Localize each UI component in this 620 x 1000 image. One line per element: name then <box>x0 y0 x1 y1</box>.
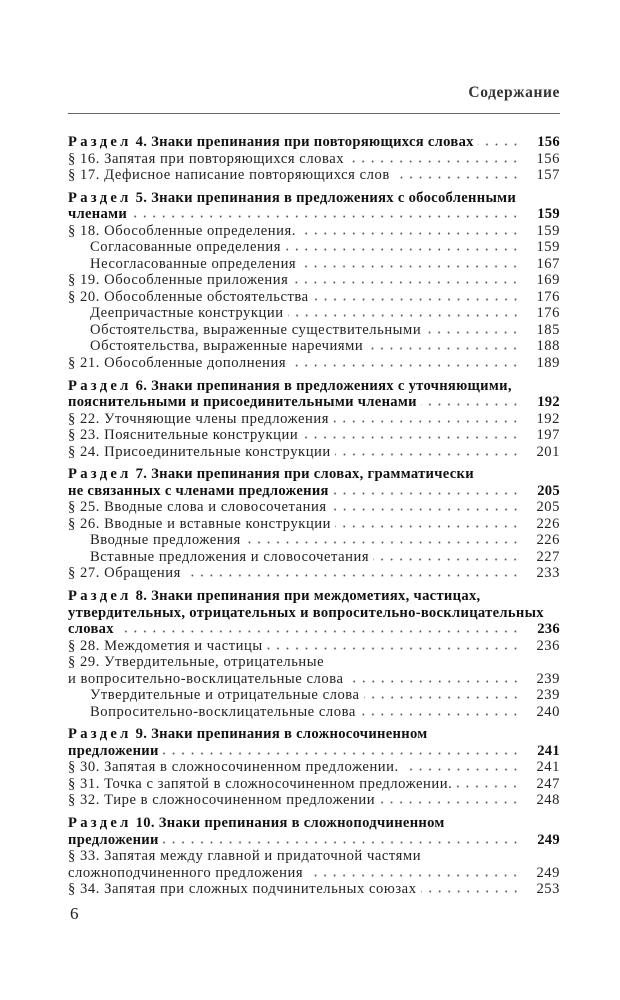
toc-entry-line[interactable] <box>68 848 560 865</box>
page-ref: 159 <box>536 222 560 239</box>
toc-entry-line[interactable] <box>68 322 560 339</box>
dot-leader <box>163 841 520 844</box>
toc-entry-line[interactable] <box>68 427 560 444</box>
section-title-text: Знаки препинания в сложносочиненном <box>151 726 428 743</box>
entry-text: Вопросительно-восклицательные слова <box>90 703 356 720</box>
entry-text: § 30. Запятая в сложносочиненном предложении. <box>68 759 399 776</box>
dot-leader <box>360 713 520 716</box>
toc-section <box>68 378 560 461</box>
dot-leader <box>421 403 520 406</box>
toc-entry-line[interactable] <box>68 865 560 882</box>
entry-text: Несогласованные определения <box>90 255 297 272</box>
page-ref: 189 <box>536 354 560 371</box>
entry-text <box>68 726 428 743</box>
dot-leader <box>267 647 520 650</box>
dot-leader <box>394 176 520 179</box>
section-title-text: Знаки препинания при междометиях, частицах, <box>151 588 481 605</box>
header-rule <box>68 113 560 114</box>
toc-entry-line[interactable] <box>68 792 560 809</box>
page-ref: 197 <box>536 427 560 444</box>
page-ref: 157 <box>536 167 560 183</box>
toc-entry-line[interactable] <box>68 256 560 273</box>
entry-text: Вставные предложения и словосочетания <box>90 548 370 565</box>
toc-entry-line[interactable] <box>68 289 560 306</box>
toc-entry-line[interactable] <box>68 565 560 582</box>
page-ref: 248 <box>536 792 560 809</box>
entry-text: пояснительными и присоединительными членами <box>68 394 417 411</box>
dot-leader <box>331 508 520 511</box>
section-heading-line[interactable] <box>68 134 560 151</box>
toc-entry-line[interactable] <box>68 759 560 776</box>
dot-leader <box>290 364 520 367</box>
entry-text: § 21. Обособленные дополнения <box>68 354 287 371</box>
section-title-text: Знаки препинания в сложноподчиненном <box>158 815 445 832</box>
page-ref: 192 <box>536 410 560 427</box>
section-heading-line[interactable] <box>68 206 560 223</box>
page-ref: 226 <box>536 515 560 532</box>
entry-text <box>68 466 474 483</box>
section-heading-line[interactable] <box>68 466 560 483</box>
toc-section <box>68 726 560 809</box>
entry-text: Согласованные определения <box>90 239 281 256</box>
section-label: Раздел <box>68 588 132 605</box>
section-heading-line[interactable] <box>68 743 560 760</box>
entry-text: Утвердительные и отрицательные слова <box>90 687 360 704</box>
toc-section <box>68 190 560 372</box>
dot-leader <box>131 215 520 218</box>
entry-text: § 25. Вводные слова и словосочетания <box>68 499 327 516</box>
entry-text: сложноподчиненного предложения <box>68 864 304 881</box>
dot-leader <box>348 680 521 683</box>
toc-entry-line[interactable] <box>68 638 560 655</box>
entry-text: Обстоятельства, выраженные наречиями <box>90 338 364 355</box>
entry-text: § 28. Междометия и частицы <box>68 637 263 654</box>
toc-entry-line[interactable] <box>68 499 560 516</box>
dot-leader <box>307 874 520 877</box>
toc-section <box>68 815 560 898</box>
toc-entry-line[interactable] <box>68 444 560 461</box>
dot-leader <box>348 160 520 163</box>
entry-text: § 22. Уточняющие члены предложения <box>68 410 330 427</box>
page-ref: 192 <box>537 394 560 411</box>
dot-leader <box>367 347 520 350</box>
toc-entry-line[interactable] <box>68 532 560 549</box>
page-ref: 188 <box>536 338 560 355</box>
toc-entry-line[interactable] <box>68 305 560 322</box>
entry-text: § 18. Обособленные определения. <box>68 222 296 239</box>
section-number: 6. <box>135 377 148 394</box>
dot-leader <box>333 492 520 495</box>
entry-text: словах <box>68 621 114 638</box>
dot-leader <box>288 314 520 317</box>
dot-leader <box>364 696 520 699</box>
entry-text: Обстоятельства, выраженные существительными <box>90 321 422 338</box>
toc-entry-line[interactable] <box>68 355 560 372</box>
entry-text: § 27. Обращения <box>68 565 181 582</box>
dot-leader <box>185 574 520 577</box>
page-ref: 159 <box>537 206 560 223</box>
page-ref: 240 <box>536 703 560 720</box>
toc-entry-line[interactable] <box>68 151 560 168</box>
dot-leader <box>335 453 520 456</box>
entry-text: § 32. Тире в сложносочиненном предложении <box>68 792 376 809</box>
dot-leader <box>403 768 520 771</box>
section-title-text: Знаки препинания при повторяющихся словах <box>151 134 474 150</box>
page-ref: 236 <box>536 637 560 654</box>
table-of-contents <box>68 134 560 904</box>
entry-text: § 23. Пояснительные конструкции <box>68 427 299 444</box>
toc-entry-line[interactable] <box>68 167 560 184</box>
entry-text: § 31. Точка с запятой в сложносочиненном предложении. <box>68 775 453 792</box>
section-label: Раздел <box>68 726 132 743</box>
running-header: Содержание <box>468 84 560 101</box>
section-label: Раздел <box>68 377 132 394</box>
section-label: Раздел <box>68 134 132 150</box>
section-number: 10. <box>135 815 155 832</box>
section-title-text: Знаки препинания в предложениях с обособленными <box>151 189 517 206</box>
entry-text: § 26. Вводные и вставные конструкции <box>68 515 332 532</box>
entry-text: предложении <box>68 742 159 759</box>
section-heading-line[interactable] <box>68 378 560 395</box>
entry-text: § 20. Обособленные обстоятельства <box>68 288 309 305</box>
entry-text: § 16. Запятая при повторяющихся словах <box>68 150 345 167</box>
entry-text: § 19. Обособленные приложения <box>68 272 289 289</box>
dot-leader <box>292 281 520 284</box>
page-ref: 176 <box>536 288 560 305</box>
entry-text: Деепричастные конструкции <box>90 305 284 322</box>
page-ref: 241 <box>537 742 560 759</box>
section-title-text: Знаки препинания в предложениях с уточняющими, <box>151 377 512 394</box>
dot-leader <box>300 265 520 268</box>
page-ref: 167 <box>536 255 560 272</box>
entry-text <box>68 815 445 832</box>
dot-leader <box>478 143 520 146</box>
dot-leader <box>302 436 520 439</box>
page-number: 6 <box>70 904 79 923</box>
toc-entry-line[interactable] <box>68 671 560 688</box>
page-ref: 185 <box>536 321 560 338</box>
page-ref: 253 <box>536 881 560 898</box>
section-number: 9. <box>135 726 148 743</box>
page-ref: 241 <box>536 759 560 776</box>
toc-entry-line[interactable] <box>68 272 560 289</box>
page-ref: 205 <box>537 482 560 499</box>
page-ref: 249 <box>536 864 560 881</box>
page-ref: 156 <box>537 134 560 150</box>
toc-section <box>68 134 560 184</box>
toc-entry-line[interactable] <box>68 223 560 240</box>
entry-text: членами <box>68 206 128 223</box>
section-heading-line[interactable] <box>68 483 560 500</box>
section-label: Раздел <box>68 815 132 832</box>
dot-leader <box>285 248 520 251</box>
entry-text: и вопросительно-восклицательные слова <box>68 670 344 687</box>
page-ref: 227 <box>536 548 560 565</box>
entry-text: утвердительных, отрицательных и вопросительно-восклицательных <box>68 604 544 621</box>
toc-section <box>68 466 560 582</box>
toc-entry-line[interactable] <box>68 776 560 793</box>
section-heading-line[interactable] <box>68 605 560 622</box>
section-heading-line[interactable] <box>68 726 560 743</box>
entry-text: § 17. Дефисное написание повторяющихся слов <box>68 167 390 183</box>
dot-leader <box>118 630 520 633</box>
section-heading-line[interactable] <box>68 815 560 832</box>
entry-text <box>68 378 512 395</box>
toc-entry-line[interactable] <box>68 549 560 566</box>
section-title-text: Знаки препинания при словах, грамматически <box>151 466 474 483</box>
toc-entry-line[interactable] <box>68 687 560 704</box>
dot-leader <box>313 298 520 301</box>
entry-text <box>68 134 474 151</box>
toc-entry-line[interactable] <box>68 881 560 898</box>
page-ref: 249 <box>537 831 560 848</box>
entry-text: § 33. Запятая между главной и придаточной частями <box>68 848 422 865</box>
toc-section <box>68 588 560 720</box>
page-ref: 226 <box>536 532 560 549</box>
dot-leader <box>456 785 520 788</box>
section-label: Раздел <box>68 466 132 483</box>
section-number: 8. <box>135 588 148 605</box>
toc-entry-line[interactable] <box>68 338 560 355</box>
dot-leader <box>245 541 520 544</box>
section-label: Раздел <box>68 189 132 206</box>
entry-text <box>68 588 480 605</box>
section-heading-line[interactable] <box>68 190 560 207</box>
section-number: 4. <box>135 134 148 150</box>
dot-leader <box>333 420 520 423</box>
page-ref: 205 <box>536 499 560 516</box>
entry-text: не связанных с членами предложения <box>68 482 329 499</box>
page-ref: 169 <box>536 272 560 289</box>
toc-entry-line[interactable] <box>68 411 560 428</box>
section-number: 7. <box>135 466 148 483</box>
section-heading-line[interactable] <box>68 394 560 411</box>
toc-entry-line[interactable] <box>68 704 560 721</box>
dot-leader <box>379 801 520 804</box>
dot-leader <box>421 890 520 893</box>
page-ref: 236 <box>537 621 560 638</box>
entry-text <box>68 190 516 207</box>
page-ref: 239 <box>536 670 560 687</box>
dot-leader <box>335 525 520 528</box>
entry-text: § 24. Присоединительные конструкции <box>68 443 331 460</box>
dot-leader <box>373 558 520 561</box>
page-ref: 176 <box>536 305 560 322</box>
entry-text: § 29. Утвердительные, отрицательные <box>68 654 325 671</box>
page-ref: 159 <box>536 239 560 256</box>
dot-leader <box>163 752 520 755</box>
page-ref: 201 <box>536 443 560 460</box>
section-heading-line[interactable] <box>68 832 560 849</box>
toc-entry-line[interactable] <box>68 516 560 533</box>
section-heading-line[interactable] <box>68 621 560 638</box>
page-ref: 247 <box>536 775 560 792</box>
page-ref: 239 <box>536 687 560 704</box>
section-number: 5. <box>135 189 148 206</box>
entry-text: предложении <box>68 831 159 848</box>
page-ref: 156 <box>536 150 560 167</box>
entry-text: Вводные предложения <box>90 532 241 549</box>
entry-text: § 34. Запятая при сложных подчинительных союзах <box>68 881 417 898</box>
toc-entry-line[interactable] <box>68 239 560 256</box>
section-heading-line[interactable] <box>68 588 560 605</box>
dot-leader <box>425 331 520 334</box>
page-ref: 233 <box>536 565 560 582</box>
toc-entry-line[interactable] <box>68 654 560 671</box>
dot-leader <box>300 232 520 235</box>
